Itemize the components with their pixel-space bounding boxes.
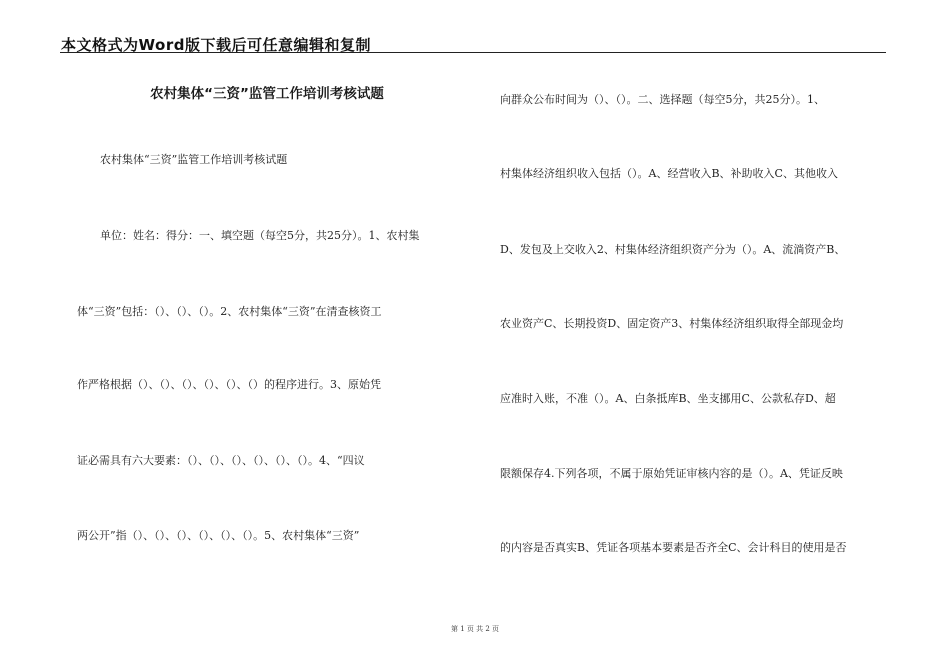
- download-banner: 本文格式为Word版下载后可任意编辑和复制: [61, 36, 371, 54]
- text-line: 农业资产C、长期投资D、固定资产3、村集体经济组织取得全部现金均: [500, 317, 844, 330]
- text-line: 的内容是否真实B、凭证各项基本要素是否齐全C、会计科目的使用是否: [500, 541, 847, 554]
- left-column: [77, 84, 467, 542]
- text-line: 体“三资”包括：（）、（）、（）。2、农村集体“三资”在清查核资工: [77, 305, 382, 318]
- text-line: D、发包及上交收入2、村集体经济组织资产分为（）。A、流淌资产B、: [500, 243, 846, 256]
- text-line: 单位：姓名：得分：一、填空题（每空5分，共25分）。1、农村集: [100, 229, 420, 242]
- text-line: 向群众公布时间为（）、（）。二、选择题（每空5分，共25分）。1、: [500, 93, 825, 106]
- text-line: 农村集体“三资”监管工作培训考核试题: [100, 153, 288, 166]
- header-rule: [60, 52, 886, 53]
- text-line: 村集体经济组织收入包括（）。A、经营收入B、补助收入C、其他收入: [500, 167, 838, 180]
- text-line: 作严格根据（）、（）、（）、（）、（）、（）的程序进行。3、原始凭: [77, 378, 381, 391]
- text-line: 应准时入账，不准（）。A、白条抵库B、坐支挪用C、公款私存D、超: [500, 392, 836, 405]
- document-title: 农村集体“三资”监管工作培训考核试题: [150, 86, 384, 102]
- text-line: 两公开”指（）、（）、（）、（）、（）、（）。5、农村集体“三资”: [77, 529, 360, 542]
- text-line: 证必需具有六大要素：（）、（）、（）、（）、（）、（）。4、“四议: [77, 454, 365, 467]
- text-line: 限额保存4.下列各项，不属于原始凭证审核内容的是（）。A、凭证反映: [500, 467, 843, 480]
- page-number: 第 1 页 共 2 页: [450, 625, 500, 633]
